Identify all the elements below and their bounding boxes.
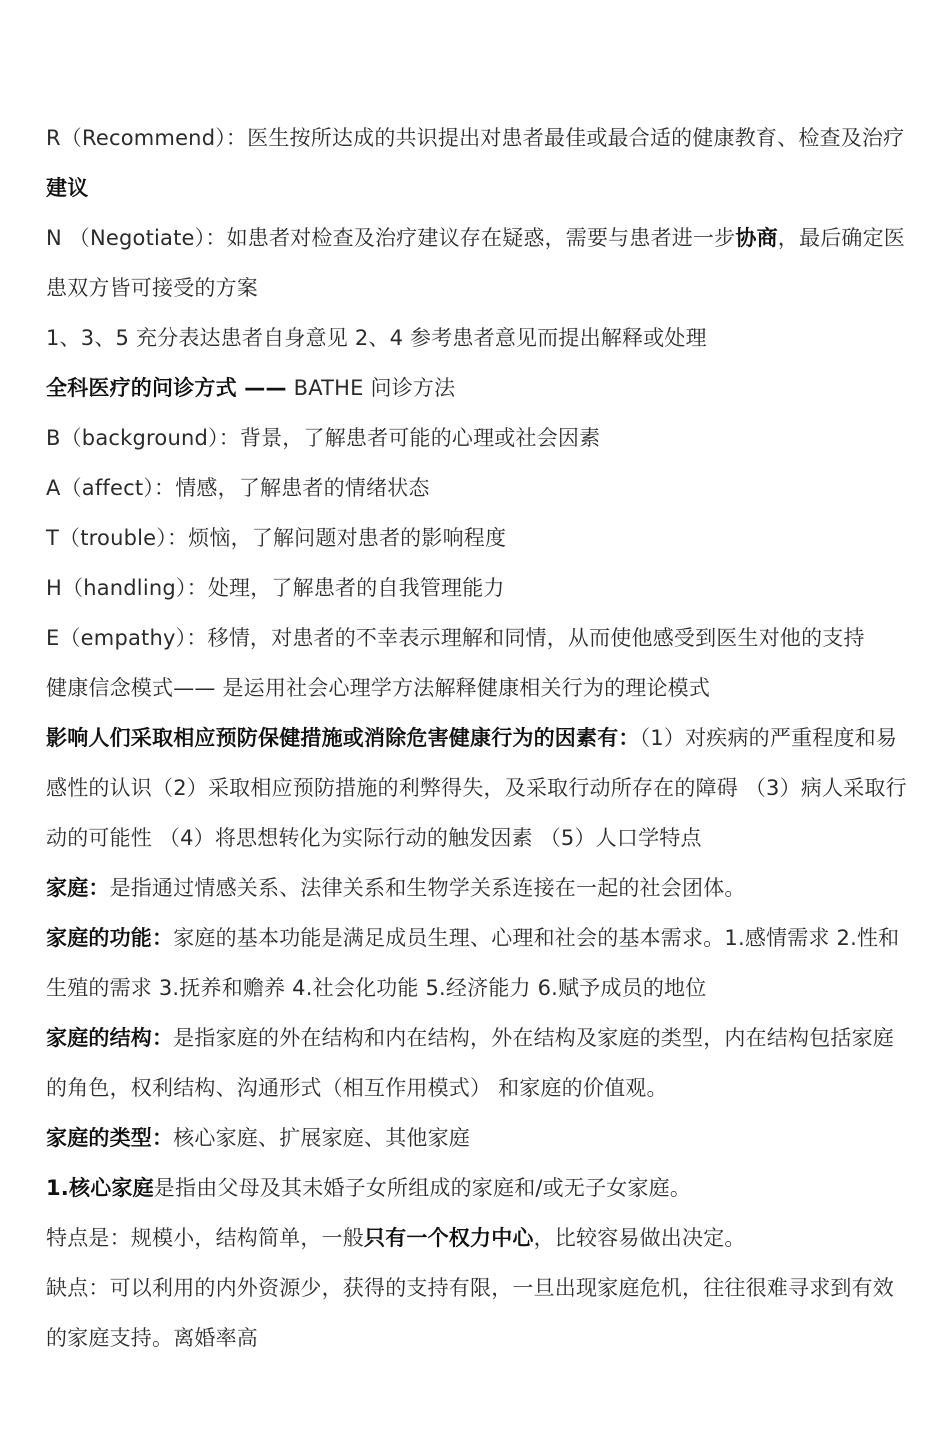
text: 是指通过情感关系、法律关系和生物学关系连接在一起的社会团体。	[109, 876, 746, 900]
paragraph-steps: 1、3、5 充分表达患者自身意见 2、4 参考患者意见而提出解释或处理	[46, 326, 707, 350]
text: 家庭的基本功能是满足成员生理、心理和社会的基本需求。1.感情需求 2.性和生殖的需求 3.抚养和赡养 4.社会化功能 5.经济能力 6.赋予成员的地位	[46, 926, 900, 1000]
heading-text: 全科医疗的问诊方式 ——	[46, 376, 287, 400]
paragraph-affect: A（affect）：情感，了解患者的情绪状态	[46, 476, 430, 500]
bold-term: 只有一个权力中心	[364, 1226, 534, 1250]
paragraph-nuclear-family	[46, 1163, 908, 1213]
text: ，最后确定医患双方皆可接受的方案	[46, 226, 905, 300]
paragraph-background: B（background）：背景，了解患者可能的心理或社会因素	[46, 426, 601, 450]
bold-term: 家庭：	[46, 876, 110, 900]
paragraph-negotiate	[46, 213, 908, 313]
document-body	[46, 113, 908, 1363]
text: 是指由父母及其未婚子女所组成的家庭和/或无子女家庭。	[153, 1176, 692, 1200]
text: 特点是：规模小，结构简单，一般	[46, 1226, 364, 1250]
paragraph-features	[46, 1213, 908, 1263]
text: 是指家庭的外在结构和内在结构，外在结构及家庭的类型，内在结构包括家庭的角色，权利结构、沟通形式（相互作用模式） 和家庭的价值观。	[46, 1026, 894, 1100]
paragraph-family-function	[46, 913, 908, 1013]
paragraph-drawbacks: 缺点：可以利用的内外资源少，获得的支持有限，一旦出现家庭危机，往往很难寻求到有效的家庭支持。离婚率高	[46, 1276, 894, 1350]
paragraph-recommend	[46, 113, 908, 213]
text: ，比较容易做出决定。	[533, 1226, 746, 1250]
bold-term: 家庭的结构：	[46, 1026, 174, 1050]
text: BATHE 问诊方法	[286, 376, 456, 400]
paragraph-health-belief: 健康信念模式—— 是运用社会心理学方法解释健康相关行为的理论模式	[46, 676, 711, 700]
paragraph-factors	[46, 713, 908, 863]
bold-term: 1.核心家庭	[46, 1176, 154, 1200]
paragraph-family-types	[46, 1113, 908, 1163]
bold-term: 协商	[735, 226, 778, 250]
paragraph-family-structure	[46, 1013, 908, 1113]
bold-term: 建议	[46, 176, 89, 200]
paragraph-empathy: E（empathy）：移情，对患者的不幸表示理解和同情，从而使他感受到医生对他的支持	[46, 626, 865, 650]
text: N （Negotiate）：如患者对检查及治疗建议存在疑惑，需要与患者进一步	[46, 226, 736, 250]
paragraph-family	[46, 863, 908, 913]
bold-term: 家庭的类型：	[46, 1126, 174, 1150]
text: 核心家庭、扩展家庭、其他家庭	[173, 1126, 471, 1150]
text: （1）对疾病的严重程度和易感性的认识（2）采取相应预防措施的利弊得失，及采取行动所存在的障碍 （3）病人采取行动的可能性 （4）将思想转化为实际行动的触发因素 （5）人口学特点	[46, 726, 907, 850]
paragraph-trouble: T（trouble）：烦恼，了解问题对患者的影响程度	[46, 526, 507, 550]
text: R（Recommend）：医生按所达成的共识提出对患者最佳或最合适的健康教育、检查及治疗	[46, 126, 905, 150]
bold-term: 家庭的功能：	[46, 926, 174, 950]
paragraph-handling: H（handling）：处理，了解患者的自我管理能力	[46, 576, 505, 600]
heading-bathe	[46, 363, 908, 413]
bold-term: 影响人们采取相应预防保健措施或消除危害健康行为的因素有：	[46, 726, 640, 750]
